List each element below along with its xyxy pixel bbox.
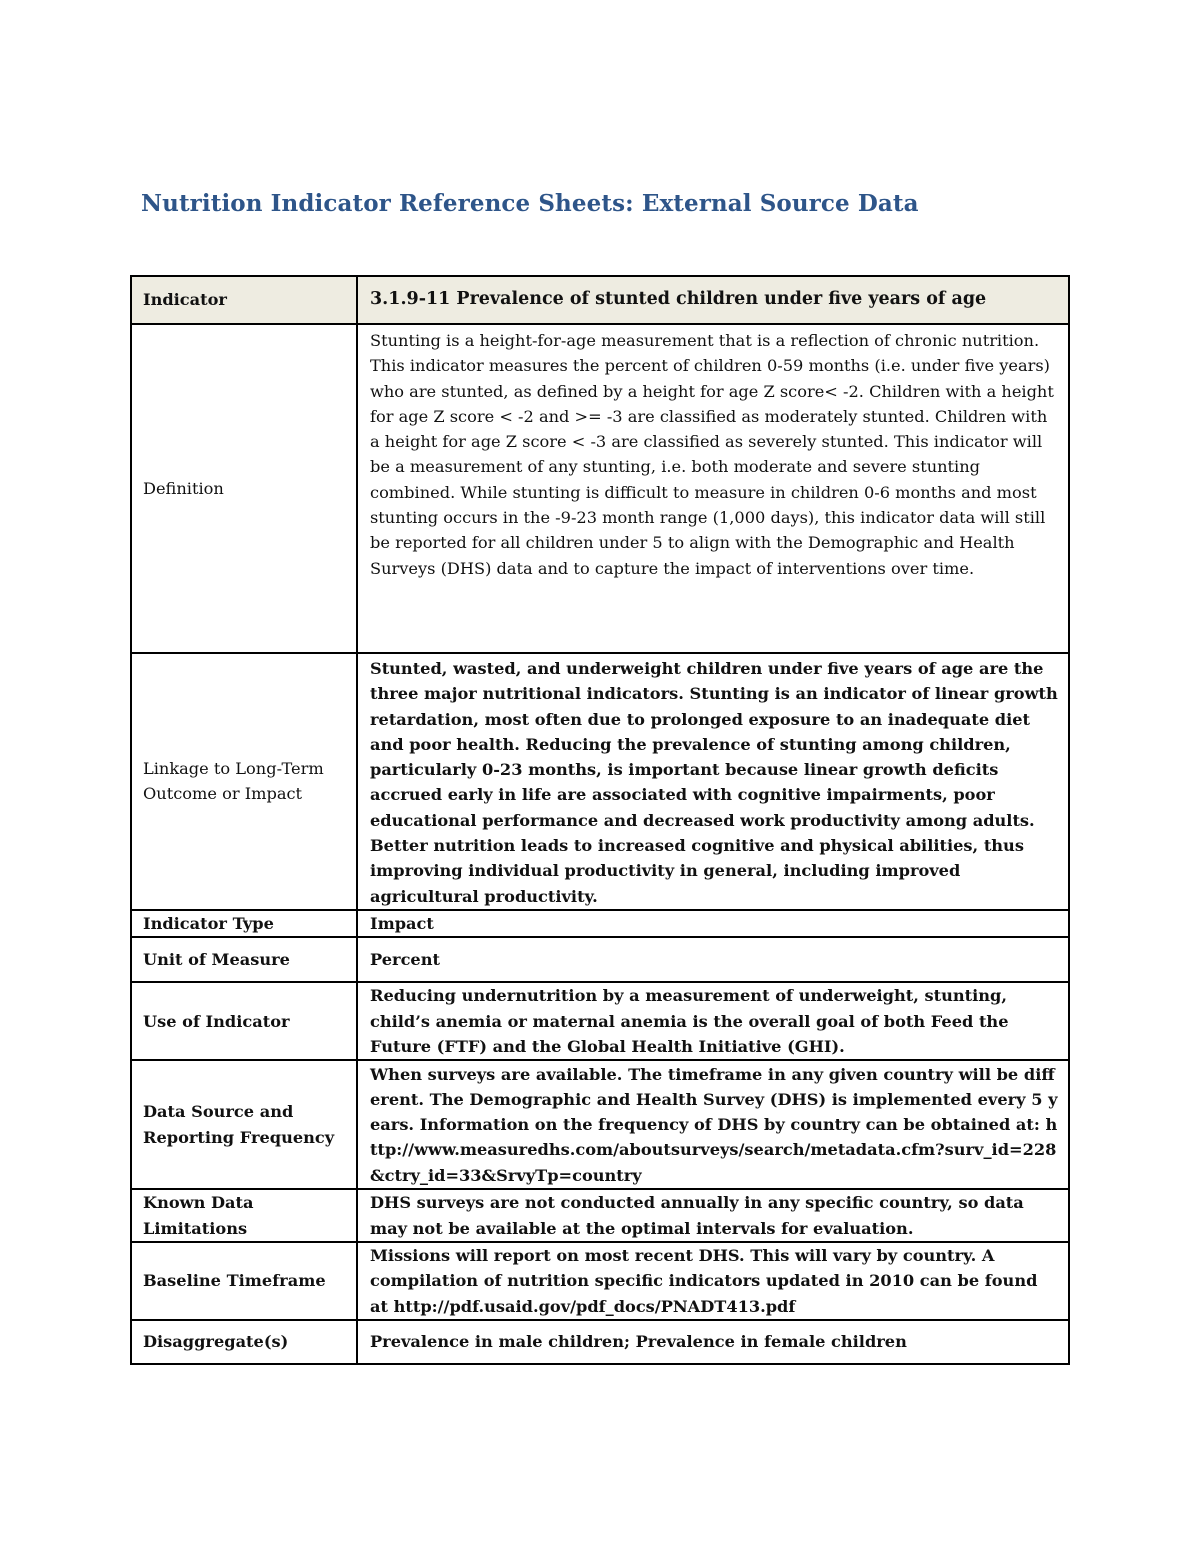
table-row-disaggregates bbox=[131, 1320, 1069, 1364]
table-row-baseline-timeframe bbox=[131, 1242, 1069, 1320]
header-indicator-title-cell: 3.1.9-11 Prevalence of stunted children under five years of age bbox=[357, 276, 1069, 324]
table-row-use-of-indicator bbox=[131, 982, 1069, 1060]
row-label-baseline-timeframe: Baseline Timeframe bbox=[131, 1242, 357, 1320]
row-label-definition: Definition bbox=[131, 324, 357, 653]
table-row-definition bbox=[131, 324, 1069, 653]
row-label-known-data-limitations: Known Data Limitations bbox=[131, 1189, 357, 1242]
row-value-known-data-limitations: DHS surveys are not conducted annually in any specific country, so data may not be available at the optimal intervals for evaluation. bbox=[357, 1189, 1069, 1242]
table-row-indicator-type bbox=[131, 910, 1069, 937]
row-value-baseline-timeframe: Missions will report on most recent DHS. This will vary by country. A compilation of nutrition specific indicators updated in 2010 can be found at http://pdf.usaid.gov/pdf_docs/PNADT413.pdf bbox=[357, 1242, 1069, 1320]
table-row-data-source bbox=[131, 1060, 1069, 1189]
row-label-data-source: Data Source and Reporting Frequency bbox=[131, 1060, 357, 1189]
table-row-known-data-limitations bbox=[131, 1189, 1069, 1242]
row-value-unit-of-measure: Percent bbox=[357, 937, 1069, 982]
indicator-reference-table bbox=[130, 275, 1070, 1365]
table-row-unit-of-measure bbox=[131, 937, 1069, 982]
header-label-cell: Indicator bbox=[131, 276, 357, 324]
row-value-data-source: When surveys are available. The timeframe in any given country will be different. The Demographic and Health Survey (DHS) is implemented every 5 years. Information on the frequency of DHS by country can be obtained at: http://www.measuredhs.com/aboutsurveys/search/metadata.cfm?surv_id=228&ctry_id=33&SrvyTp=country bbox=[357, 1060, 1069, 1189]
page-title: Nutrition Indicator Reference Sheets: External Source Data bbox=[141, 190, 919, 217]
row-label-unit-of-measure: Unit of Measure bbox=[131, 937, 357, 982]
row-value-linkage: Stunted, wasted, and underweight children under five years of age are the three major nutritional indicators. Stunting is an indicator of linear growth retardation, most often due to prolonged exposure to an inadequate diet and poor health. Reducing the prevalence of stunting among children, particularly 0-23 months, is important because linear growth deficits accrued early in life are associated with cognitive impairments, poor educational performance and decreased work productivity among adults. Better nutrition leads to increased cognitive and physical abilities, thus improving individual productivity in general, including improved agricultural productivity. bbox=[357, 653, 1069, 910]
row-label-use-of-indicator: Use of Indicator bbox=[131, 982, 357, 1060]
table-header-row bbox=[131, 276, 1069, 324]
row-label-disaggregates: Disaggregate(s) bbox=[131, 1320, 357, 1364]
row-label-indicator-type: Indicator Type bbox=[131, 910, 357, 937]
row-value-use-of-indicator: Reducing undernutrition by a measurement of underweight, stunting, child’s anemia or maternal anemia is the overall goal of both Feed the Future (FTF) and the Global Health Initiative (GHI). bbox=[357, 982, 1069, 1060]
row-value-indicator-type: Impact bbox=[357, 910, 1069, 937]
row-value-definition: Stunting is a height-for-age measurement that is a reflection of chronic nutrition. This indicator measures the percent of children 0-59 months (i.e. under five years) who are stunted, as defined by a height for age Z score< -2. Children with a height for age Z score < -2 and >= -3 are classified as moderately stunted. Children with a height for age Z score < -3 are classified as severely stunted. This indicator will be a measurement of any stunting, i.e. both moderate and severe stunting combined. While stunting is difficult to measure in children 0-6 months and most stunting occurs in the -9-23 month range (1,000 days), this indicator data will still be reported for all children under 5 to align with the Demographic and Health Surveys (DHS) data and to capture the impact of interventions over time. bbox=[357, 324, 1069, 653]
row-label-linkage: Linkage to Long-Term Outcome or Impact bbox=[131, 653, 357, 910]
table-row-linkage bbox=[131, 653, 1069, 910]
row-value-disaggregates: Prevalence in male children; Prevalence in female children bbox=[357, 1320, 1069, 1364]
